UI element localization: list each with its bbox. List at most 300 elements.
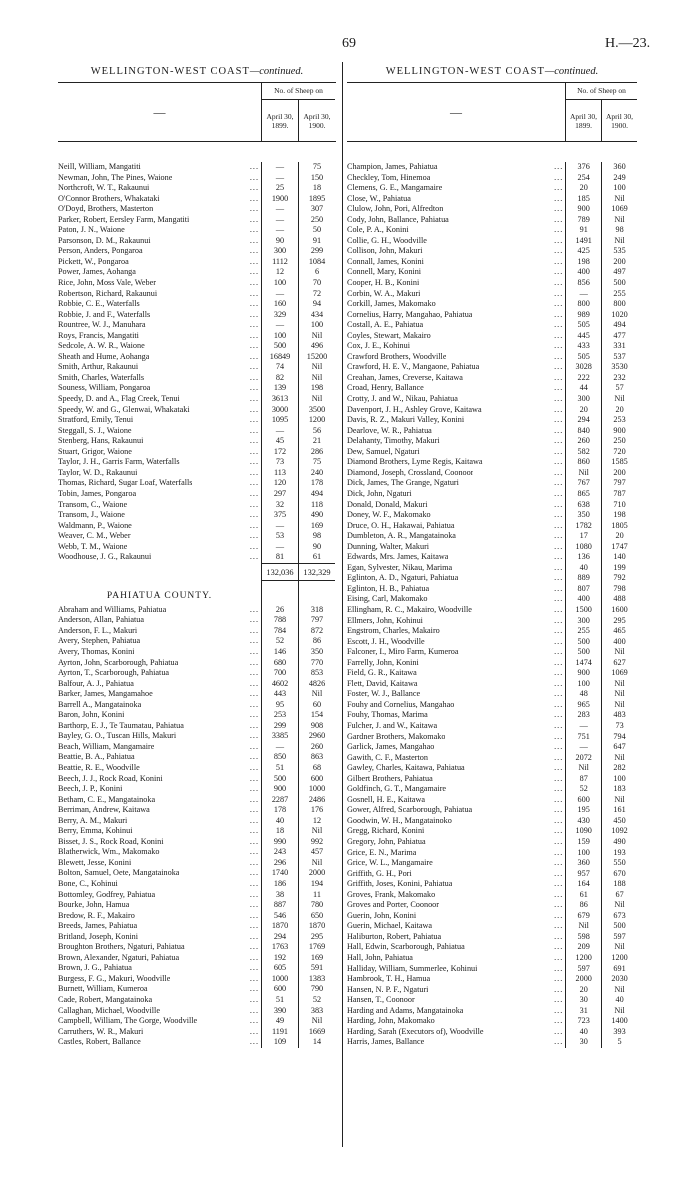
table-row: Beach, William, Mangamaire ... — 260 (58, 742, 336, 753)
sheep-1900: 6 (298, 267, 335, 278)
sheep-1899: 445 (565, 331, 601, 342)
sheep-1900: 169 (298, 953, 335, 964)
table-row: Delahanty, Timothy, Makuri ... 260 250 (347, 436, 637, 447)
sheep-1900: 198 (601, 510, 637, 521)
table-row: Champion, James, Pahiatua ... 376 360 (347, 162, 637, 173)
table-row: Transom, C., Waione ... 32 118 (58, 500, 336, 511)
sheep-1899: 751 (565, 732, 601, 743)
table-row: Robbie, J. and F., Waterfalls ... 329 434 (58, 310, 336, 321)
owner-name: Diamond Brothers, Lyme Regis, Kaitawa (347, 457, 483, 467)
table-row: Collie, G. H., Woodville ... 1491 Nil (347, 236, 637, 247)
table-row: Barrell A., Mangatainoka ... 95 60 (58, 700, 336, 711)
owner-name: Dew, Samuel, Ngaturi (347, 446, 420, 456)
sheep-1899: 546 (261, 911, 298, 922)
sheep-1899: 192 (261, 953, 298, 964)
sheep-1899: 95 (261, 700, 298, 711)
total-1900: 132,329 (298, 563, 335, 581)
sheep-1899: 38 (261, 890, 298, 901)
sheep-1900: 537 (601, 352, 637, 363)
owner-name: Corkill, James, Makomako (347, 299, 436, 309)
table-row: Weaver, C. M., Weber ... 53 98 (58, 531, 336, 542)
sheep-1899: 376 (565, 162, 601, 173)
table-row: Smith, Charles, Waterfalls ... 82 Nil (58, 373, 336, 384)
sheep-1899: 433 (565, 341, 601, 352)
owner-name: Gawley, Charles, Kaitawa, Pahiatua (347, 763, 465, 773)
owner-name: Donald, Donald, Makuri (347, 499, 428, 509)
sheep-1900: 1669 (298, 1027, 335, 1038)
sheep-1899: 430 (565, 816, 601, 827)
table-row: Croad, Henry, Ballance ... 44 57 (347, 383, 637, 394)
sheep-1900: 497 (601, 267, 637, 278)
sheep-1900: 1020 (601, 310, 637, 321)
sheep-1899: 243 (261, 847, 298, 858)
sheep-1899: 360 (565, 858, 601, 869)
owner-name: Falconer, I., Miro Farm, Kumeroa (347, 647, 459, 657)
sheep-1900: 673 (601, 911, 637, 922)
sheep-1900: 18 (298, 183, 335, 194)
right-rows (347, 162, 637, 1048)
table-row: Hambrook, T. H., Hamua ... 2000 2030 (347, 974, 637, 985)
sheep-1900: Nil (298, 689, 335, 700)
sheep-1900: 350 (298, 647, 335, 658)
sheep-1899: 900 (261, 784, 298, 795)
sheep-1900: 550 (601, 858, 637, 869)
left-rows-pahiatua (58, 605, 336, 1048)
table-row: Hall, Edwin, Scarborough, Pahiatua ... 209 Nil (347, 942, 637, 953)
sheep-1900: 535 (601, 246, 637, 257)
table-row: Goodwin, W. H., Mangatainoko ... 430 450 (347, 816, 637, 827)
sheep-1900: Nil (298, 394, 335, 405)
sheep-1899: — (261, 426, 298, 437)
sheep-1900: 490 (601, 837, 637, 848)
owner-name: Harris, James, Ballance (347, 1037, 425, 1047)
table-row: Bisset, J. S., Rock Road, Konini ... 990 992 (58, 837, 336, 848)
left-table-header (58, 82, 336, 142)
table-row: Creahan, James, Creverse, Kaitawa ... 222 232 (347, 373, 637, 384)
sheep-1899: 12 (261, 267, 298, 278)
owner-name: Ayrton, T., Scarborough, Pahiatua (58, 668, 170, 678)
owner-name: Grice, W. L., Mangamaire (347, 858, 433, 868)
table-row: Cornelius, Harry, Mangahao, Pahiatua ... 989 1020 (347, 310, 637, 321)
sheep-1899: 20 (565, 985, 601, 996)
total-1899: 132,036 (261, 563, 298, 581)
sheep-1900: 90 (298, 542, 335, 553)
right-year-1899: April 30, 1899. (569, 111, 598, 130)
table-row: Person, Anders, Pongaroa ... 300 299 (58, 246, 336, 257)
owner-name: Sedcole, A. W. R., Waione (58, 341, 145, 351)
table-row: Beattie, R. E., Woodville ... 51 68 (58, 763, 336, 774)
sheep-1899: 2287 (261, 795, 298, 806)
sheep-1899: 856 (565, 278, 601, 289)
sheep-1899: 81 (261, 552, 298, 563)
sheep-1900: 11 (298, 890, 335, 901)
sheep-1899: 146 (261, 647, 298, 658)
sheep-1899: 53 (261, 531, 298, 542)
sheep-1899: 30 (565, 995, 601, 1006)
owner-name: Breeds, James, Pahiatua (58, 921, 138, 931)
sheep-1899: 20 (565, 405, 601, 416)
sheep-1899: 3613 (261, 394, 298, 405)
owner-name: Betham, C. E., Mangatainoka (58, 794, 156, 804)
sheep-1900: 1747 (601, 542, 637, 553)
sheep-1899: 48 (565, 689, 601, 700)
sheep-1899: 500 (565, 637, 601, 648)
sheep-1900: 20 (601, 405, 637, 416)
sheep-1899: 887 (261, 900, 298, 911)
owner-name: Castles, Robert, Ballance (58, 1037, 141, 1047)
owner-name: Blatherwick, Wm., Makomako (58, 847, 160, 857)
sheep-1899: — (261, 521, 298, 532)
table-row: Sedcole, A. W. R., Waione ... 500 496 (58, 341, 336, 352)
owner-name: Haliburton, Robert, Pahiatua (347, 931, 442, 941)
owner-name: Harding and Adams, Mangatainoka (347, 1005, 464, 1015)
sheep-1900: Nil (601, 900, 637, 911)
owner-name: Flett, David, Kaitawa (347, 678, 418, 688)
owner-name: Eglinton, A. D., Ngaturi, Pahiatua (347, 573, 459, 583)
owner-name: Druce, O. H., Hakawai, Pahiatua (347, 520, 455, 530)
owner-name: Crawford, H. E. V., Mangaone, Pahiatua (347, 362, 480, 372)
owner-name: Bayley, G. O., Tuscan Hills, Makuri (58, 731, 177, 741)
sheep-1900: 198 (298, 383, 335, 394)
sheep-1900: 169 (298, 521, 335, 532)
table-row: Clemens, G. E., Mangamaire ... 20 100 (347, 183, 637, 194)
table-row: Goldfinch, G. T., Mangamaire ... 52 183 (347, 784, 637, 795)
table-row: Balfour, A. J., Pahiatua ... 4602 4826 (58, 679, 336, 690)
sheep-1899: 120 (261, 478, 298, 489)
table-row: Connall, James, Konini ... 198 200 (347, 257, 637, 268)
sheep-1900: 787 (601, 489, 637, 500)
table-row: Bone, C., Kohinui ... 186 194 (58, 879, 336, 890)
table-row: Burgess, F. G., Makuri, Woodville ... 1000 1383 (58, 974, 336, 985)
sheep-1899: 195 (565, 805, 601, 816)
owner-name: Dunning, Walter, Makuri (347, 541, 430, 551)
sheep-1899: 40 (261, 816, 298, 827)
sheep-1899: 1191 (261, 1027, 298, 1038)
sheep-1900: 21 (298, 436, 335, 447)
sheep-1900: 1000 (298, 784, 335, 795)
table-row: Gardner Brothers, Makomako ... 751 794 (347, 732, 637, 743)
sheep-1900: 792 (601, 573, 637, 584)
left-name-header: — (58, 83, 262, 141)
sheep-1900: 400 (601, 637, 637, 648)
sheep-1900: 193 (601, 848, 637, 859)
table-row: Blewett, Jesse, Konini ... 296 Nil (58, 858, 336, 869)
sheep-1900: 393 (601, 1027, 637, 1038)
right-column (347, 66, 637, 1048)
sheep-1900: 4826 (298, 679, 335, 690)
table-row: Cade, Robert, Mangatainoka ... 51 52 (58, 995, 336, 1006)
sheep-1899: 700 (261, 668, 298, 679)
sheep-1900: 2000 (298, 868, 335, 879)
sheep-1900: 72 (298, 289, 335, 300)
table-row: Crotty, J. and W., Nikau, Pahiatua ... 300 Nil (347, 394, 637, 405)
owner-name: Britland, Joseph, Konini (58, 931, 139, 941)
left-heading-title: WELLINGTON-WEST COAST (90, 66, 250, 77)
sheep-1899: 350 (565, 510, 601, 521)
table-row: Barthorp, E. J., Te Taumatau, Pahiatua ... 299 908 (58, 721, 336, 732)
sheep-1899: Nil (565, 763, 601, 774)
sheep-1899: 136 (565, 552, 601, 563)
sheep-1899: Nil (565, 921, 601, 932)
table-row: Neill, William, Mangatiti ... — 75 (58, 162, 336, 173)
owner-name: Ellingham, R. C., Makairo, Woodville (347, 604, 472, 614)
owner-name: Crotty, J. and W., Nikau, Pahiatua (347, 394, 458, 404)
sheep-1899: 443 (261, 689, 298, 700)
owner-name: Eising, Carl, Makomako (347, 594, 428, 604)
owner-name: Beech, J. P., Konini (58, 784, 123, 794)
sheep-1899: 600 (261, 984, 298, 995)
sheep-1900: 307 (298, 204, 335, 215)
owner-name: Thomas, Richard, Sugar Loaf, Waterfalls (58, 478, 193, 488)
sheep-1899: 139 (261, 383, 298, 394)
table-row: Souness, William, Pongaroa ... 139 198 (58, 383, 336, 394)
sheep-1899: 1090 (565, 826, 601, 837)
table-row: Power, James, Aohanga ... 12 6 (58, 267, 336, 278)
sheep-1899: — (261, 225, 298, 236)
table-row: Thomas, Richard, Sugar Loaf, Waterfalls ... 120 178 (58, 478, 336, 489)
owner-name: Field, G. R., Kaitawa (347, 668, 417, 678)
table-row: Abraham and Williams, Pahiatua ... 26 318 (58, 605, 336, 616)
right-heading-suffix: —continued. (544, 66, 599, 77)
sheep-1900: 282 (601, 763, 637, 774)
table-row: Guerin, Michael, Kaitawa ... Nil 500 (347, 921, 637, 932)
sheep-1900: 465 (601, 626, 637, 637)
sheep-1899: 159 (565, 837, 601, 848)
table-row: Close, W., Pahiatua ... 185 Nil (347, 194, 637, 205)
table-row: Eglinton, A. D., Ngaturi, Pahiatua ... 889 792 (347, 573, 637, 584)
sheep-1900: Nil (601, 215, 637, 226)
sheep-1899: 164 (565, 879, 601, 890)
sheep-1899: 160 (261, 299, 298, 310)
table-row: Berry, Emma, Kohinui ... 18 Nil (58, 826, 336, 837)
owner-name: Burgess, F. G., Makuri, Woodville (58, 973, 171, 983)
table-row: Carruthers, W. R., Makuri ... 1191 1669 (58, 1027, 336, 1038)
sheep-1900: 496 (298, 341, 335, 352)
owner-name: Griffith, G. H., Pori (347, 868, 412, 878)
table-row: Harding, Sarah (Executors of), Woodville ... 40 393 (347, 1027, 637, 1038)
table-row: Coyles, Stewart, Makairo ... 445 477 (347, 331, 637, 342)
owner-name: Webb, T. M., Waione (58, 541, 128, 551)
sheep-1899: 300 (261, 246, 298, 257)
sheep-1899: 198 (565, 257, 601, 268)
sheep-1900: 494 (601, 320, 637, 331)
sheep-1899: 178 (261, 805, 298, 816)
owner-name: Hambrook, T. H., Hamua (347, 974, 431, 984)
sheep-1899: — (565, 721, 601, 732)
owner-name: Dumbleton, A. R., Mangatainoka (347, 531, 456, 541)
table-row: Checkley, Tom, Hinemoa ... 254 249 (347, 173, 637, 184)
sheep-1899: 2000 (565, 974, 601, 985)
sheep-1899: 860 (565, 457, 601, 468)
table-row: Cooper, H. B., Konini ... 856 500 (347, 278, 637, 289)
owner-name: Dick, James, The Grange, Ngaturi (347, 478, 459, 488)
sheep-1900: 15200 (298, 352, 335, 363)
sheep-1899: 1474 (565, 658, 601, 669)
sheep-1900: 800 (601, 299, 637, 310)
table-row: Hansen, N. P. F., Ngaturi ... 20 Nil (347, 985, 637, 996)
sheep-1900: 118 (298, 500, 335, 511)
sheep-1899: 807 (565, 584, 601, 595)
sheep-1900: 73 (601, 721, 637, 732)
sheep-1900: 908 (298, 721, 335, 732)
sheep-1900: 176 (298, 805, 335, 816)
table-row: Hall, John, Pahiatua ... 1200 1200 (347, 953, 637, 964)
sheep-1900: 194 (298, 879, 335, 890)
table-row: Hansen, T., Coonoor ... 30 40 (347, 995, 637, 1006)
sheep-1900: 295 (601, 616, 637, 627)
table-row: Cody, John, Ballance, Pahiatua ... 789 Nil (347, 215, 637, 226)
table-row: Field, G. R., Kaitawa ... 900 1069 (347, 668, 637, 679)
table-row: Pickett, W., Pongaroa ... 1112 1084 (58, 257, 336, 268)
owner-name: Fulcher, J. and W., Kaitawa (347, 720, 438, 730)
sheep-1900: 1069 (601, 204, 637, 215)
sheep-1900: 240 (298, 468, 335, 479)
sheep-1899: 957 (565, 869, 601, 880)
table-row: Breeds, James, Pahiatua ... 1870 1870 (58, 921, 336, 932)
table-row: Gilbert Brothers, Pahiatua ... 87 100 (347, 774, 637, 785)
sheep-1900: 872 (298, 626, 335, 637)
owner-name: Harding, John, Makomako (347, 1016, 435, 1026)
owner-name: Hall, Edwin, Scarborough, Pahiatua (347, 942, 465, 952)
table-row: Gregory, John, Pahiatua ... 159 490 (347, 837, 637, 848)
sheep-1899: 889 (565, 573, 601, 584)
sheep-1900: 1805 (601, 521, 637, 532)
sheep-1900: 360 (601, 162, 637, 173)
sheep-1899: 784 (261, 626, 298, 637)
sheep-1900: 52 (298, 995, 335, 1006)
sheep-1899: — (261, 289, 298, 300)
owner-name: Creahan, James, Creverse, Kaitawa (347, 372, 463, 382)
table-row: Dew, Samuel, Ngaturi ... 582 720 (347, 447, 637, 458)
sheep-1900: Nil (298, 331, 335, 342)
owner-name: Guerin, John, Konini (347, 910, 417, 920)
sheep-1900: 255 (601, 289, 637, 300)
sheep-1900: 56 (298, 426, 335, 437)
sheep-1900: 477 (601, 331, 637, 342)
table-row: Roys, Francis, Mangatiti ... 100 Nil (58, 331, 336, 342)
sheep-1900: 75 (298, 162, 335, 173)
owner-name: Connall, James, Konini (347, 256, 424, 266)
owner-name: Ellmers, John, Kohinui (347, 615, 423, 625)
sheep-1899: 1870 (261, 921, 298, 932)
table-row: Berry, A. M., Makuri ... 40 12 (58, 816, 336, 827)
owner-name: Davenport, J. H., Ashley Grove, Kaitawa (347, 404, 482, 414)
sheep-1900: 20 (601, 531, 637, 542)
owner-name: Coyles, Stewart, Makairo (347, 330, 431, 340)
owner-name: Beattie, R. E., Woodville (58, 762, 140, 772)
sheep-1899: — (261, 173, 298, 184)
sheep-1899: 100 (565, 848, 601, 859)
sheep-1899: 260 (565, 436, 601, 447)
owner-name: Callaghan, Michael, Woodville (58, 1005, 160, 1015)
sheep-1899: 1900 (261, 194, 298, 205)
sheep-1900: 200 (601, 257, 637, 268)
owner-name: Cox, J. E., Kohinui (347, 341, 411, 351)
sheep-1899: 1112 (261, 257, 298, 268)
table-row: Eising, Carl, Makomako ... 400 488 (347, 594, 637, 605)
sheep-1900: Nil (601, 700, 637, 711)
table-row: Davis, R. Z., Makuri Valley, Konini ... 294 253 (347, 415, 637, 426)
sheep-1899: — (565, 742, 601, 753)
sheep-1900: 647 (601, 742, 637, 753)
sheep-1900: Nil (298, 826, 335, 837)
table-row: Egan, Sylvester, Nikau, Marima ... 40 199 (347, 563, 637, 574)
sheep-1900: 1069 (601, 668, 637, 679)
table-row: Harding and Adams, Mangatainoka ... 31 Nil (347, 1006, 637, 1017)
sheep-1900: 1092 (601, 826, 637, 837)
sheep-1900: 691 (601, 964, 637, 975)
sheep-1899: 1200 (565, 953, 601, 964)
table-row: Beech, J. P., Konini ... 900 1000 (58, 784, 336, 795)
sheep-1900: 150 (298, 173, 335, 184)
left-year-1900: April 30, 1900. (298, 100, 335, 141)
sheep-1899: 91 (565, 225, 601, 236)
table-row: Parker, Robert, Eersley Farm, Mangatiti ... — 250 (58, 215, 336, 226)
owner-name: Paton, J. N., Waione (58, 225, 125, 235)
sheep-1899: 679 (565, 911, 601, 922)
table-row: Waldmann, P., Waione ... — 169 (58, 521, 336, 532)
right-heading-title: WELLINGTON-WEST COAST (385, 66, 545, 77)
table-row: Grice, E. N., Marima ... 100 193 (347, 848, 637, 859)
sheep-1900: 1084 (298, 257, 335, 268)
owner-name: Power, James, Aohanga (58, 267, 136, 277)
sheep-1900: 3500 (298, 405, 335, 416)
owner-name: Engstrom, Charles, Makairo (347, 626, 440, 636)
sheep-1899: 255 (565, 626, 601, 637)
left-total-row (58, 563, 336, 581)
owner-name: Cornelius, Harry, Mangahao, Pahiatua (347, 309, 473, 319)
owner-name: Robbie, C. E., Waterfalls (58, 299, 140, 309)
owner-name: Fouhy and Cornelius, Mangahao (347, 699, 455, 709)
table-row: Bourke, John, Hamua ... 887 780 (58, 900, 336, 911)
owner-name: Checkley, Tom, Hinemoa (347, 172, 431, 182)
owner-name: Taylor, W. D., Rakaunui (58, 467, 138, 477)
sheep-1899: 61 (565, 890, 601, 901)
table-row: Escott, J. H., Woodville ... 500 400 (347, 637, 637, 648)
sheep-1899: Nil (565, 468, 601, 479)
owner-name: Groves and Porter, Coonoor (347, 900, 439, 910)
sheep-1899: 4602 (261, 679, 298, 690)
sheep-1899: 74 (261, 362, 298, 373)
sheep-1899: 283 (565, 710, 601, 721)
sheep-1899: — (261, 215, 298, 226)
sheep-1900: Nil (601, 753, 637, 764)
sheep-1900: 2486 (298, 795, 335, 806)
owner-name: Bone, C., Kohinui (58, 879, 118, 888)
table-row: Bredow, R. F., Makairo ... 546 650 (58, 911, 336, 922)
sheep-1899: 767 (565, 478, 601, 489)
sheep-1899: 638 (565, 500, 601, 511)
table-row: Stratford, Emily, Tenui ... 1095 1200 (58, 415, 336, 426)
sheep-1900: 500 (601, 278, 637, 289)
table-row: Collison, John, Makuri ... 425 535 (347, 246, 637, 257)
owner-name: Collison, John, Makuri (347, 246, 423, 256)
sheep-1900: 483 (601, 710, 637, 721)
county-heading-row (58, 581, 336, 605)
sheep-1899: 100 (261, 331, 298, 342)
owner-name: Berry, A. M., Makuri (58, 815, 128, 825)
sheep-1899: 800 (565, 299, 601, 310)
owner-name: Clulow, John, Pori, Alfredton (347, 204, 444, 214)
owner-name: Barthorp, E. J., Te Taumatau, Pahiatua (58, 720, 184, 730)
sheep-1900: 70 (298, 278, 335, 289)
sheep-1899: 25 (261, 183, 298, 194)
table-row: Haliburton, Robert, Pahiatua ... 598 597 (347, 932, 637, 943)
sheep-1900: 1400 (601, 1016, 637, 1027)
sheep-1900: 1600 (601, 605, 637, 616)
table-row: Northcroft, W. T., Rakaunui ... 25 18 (58, 183, 336, 194)
sheep-1900: 100 (298, 320, 335, 331)
